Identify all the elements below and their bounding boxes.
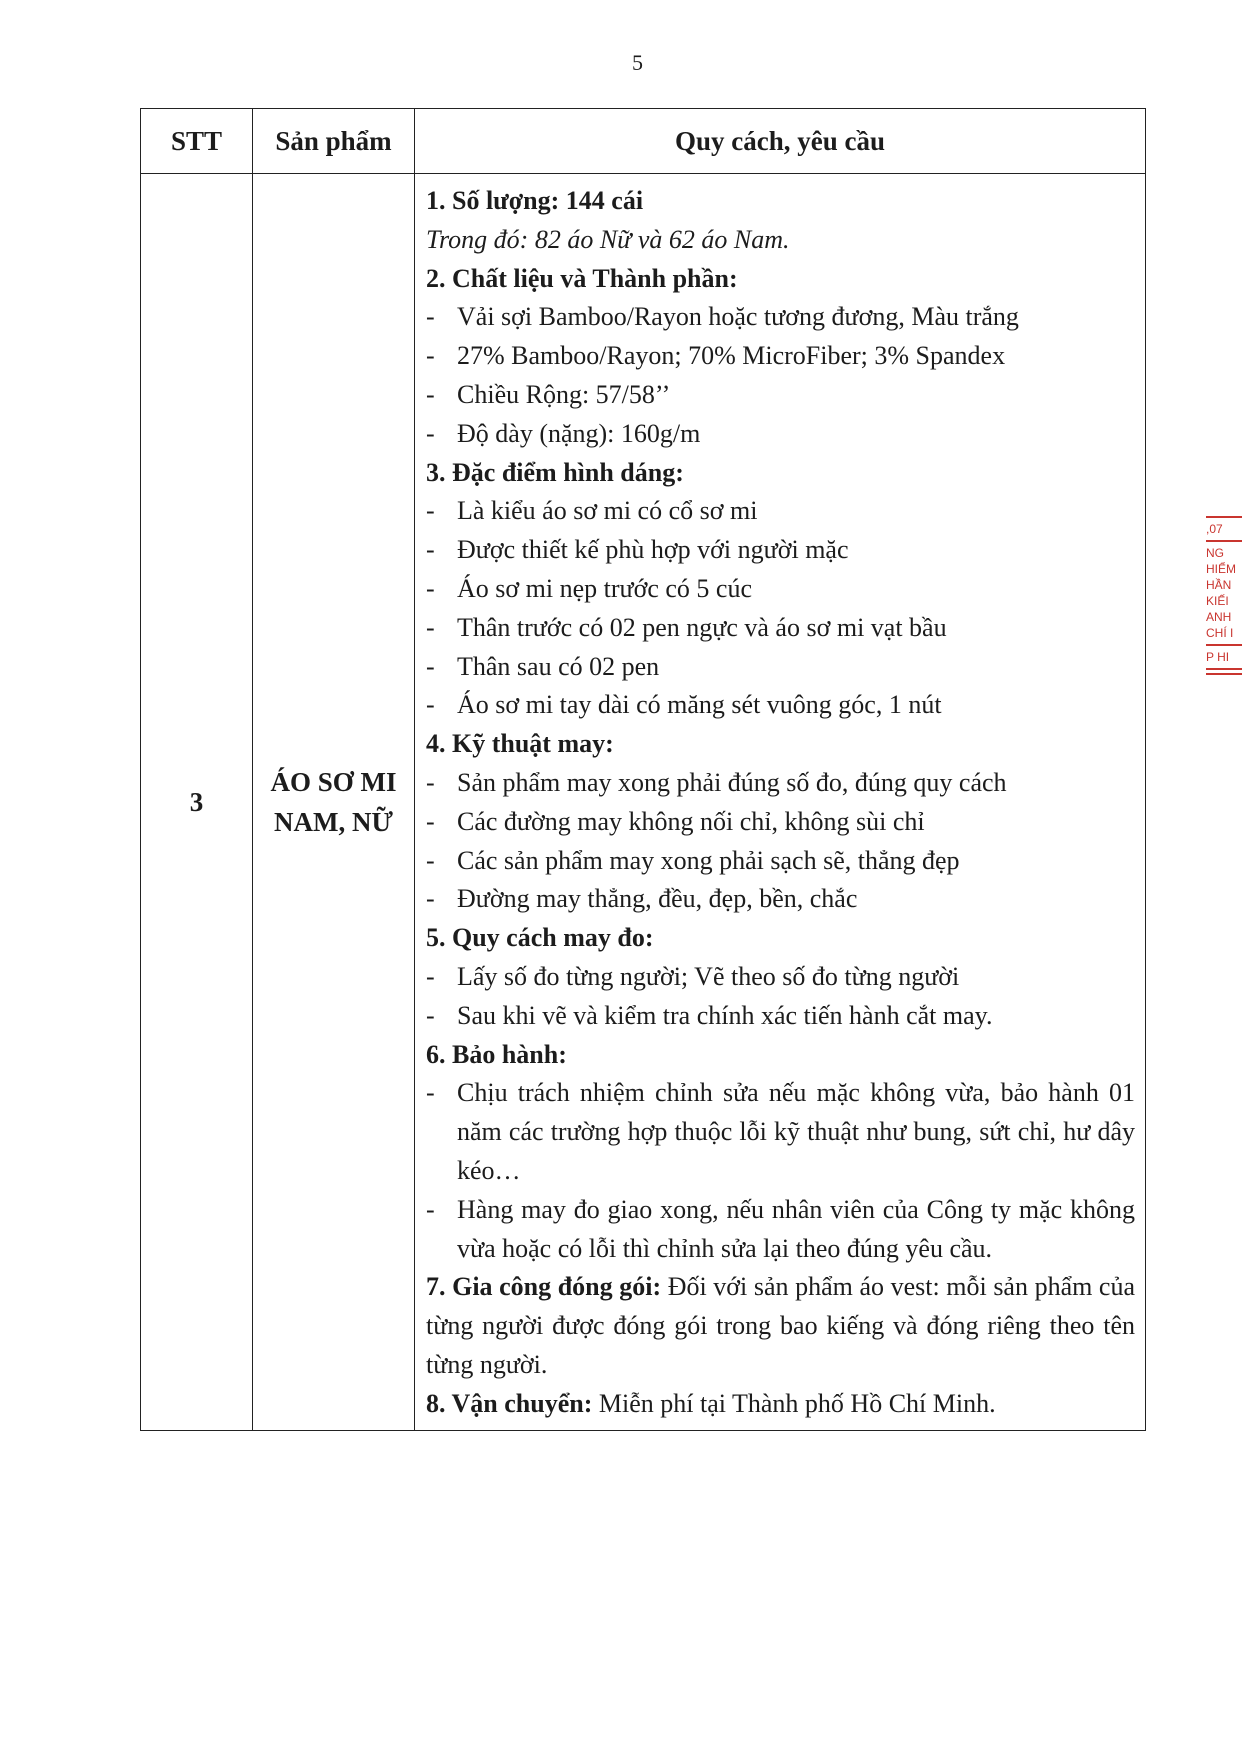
list-item: - Được thiết kế phù hợp với người mặc bbox=[426, 535, 849, 565]
header-requirements: Quy cách, yêu cầu bbox=[415, 109, 1146, 174]
shipping-paragraph bbox=[426, 1385, 1135, 1424]
list-item: - Thân sau có 02 pen bbox=[426, 651, 660, 681]
quantity-detail: Trong đó: 82 áo Nữ và 62 áo Nam. bbox=[426, 224, 790, 254]
list-item: - Hàng may đo giao xong, nếu nhân viên của Công ty mặc không vừa hoặc có lỗi thì chỉnh sửa lại theo đúng yêu cầu. bbox=[426, 1194, 1135, 1263]
row-requirements bbox=[415, 174, 1146, 1431]
section-heading: 2. Chất liệu và Thành phần: bbox=[426, 263, 738, 293]
list-item: - Thân trước có 02 pen ngực và áo sơ mi vạt bầu bbox=[426, 612, 947, 642]
list-item: - Áo sơ mi nẹp trước có 5 cúc bbox=[426, 573, 753, 603]
quantity-heading: 1. Số lượng: 144 cái bbox=[426, 186, 644, 215]
spec-table bbox=[140, 108, 1146, 1431]
packaging-text: Đối với sản phẩm áo vest: mỗi sản phẩm của từng người được đóng gói trong bao kiếng và đóng riêng theo tên từng người. bbox=[426, 1272, 1135, 1379]
red-stamp-fragment bbox=[1206, 513, 1242, 678]
shipping-label: 8. Vận chuyển: bbox=[426, 1388, 593, 1418]
stamp-text: ,07 bbox=[1206, 522, 1223, 536]
packaging-paragraph bbox=[426, 1268, 1135, 1384]
table-header-row bbox=[141, 109, 1146, 174]
stamp-text: HIỂM bbox=[1206, 562, 1236, 576]
list-item: - Đường may thẳng, đều, đẹp, bền, chắc bbox=[426, 884, 858, 914]
stamp-text: HẦN bbox=[1206, 578, 1232, 592]
list-item: - Sản phẩm may xong phải đúng số đo, đúng quy cách bbox=[426, 767, 1007, 797]
list-item: - Chịu trách nhiệm chỉnh sửa nếu mặc không vừa, bảo hành 01 năm các trường hợp thuộc lỗi kỹ thuật như bung, sứt chỉ, hư dây kéo… bbox=[426, 1078, 1135, 1185]
stamp-text: CHÍ I bbox=[1206, 626, 1234, 640]
page-number: 5 bbox=[632, 50, 643, 75]
list-item: - Vải sợi Bamboo/Rayon hoặc tương đương, Màu trắng bbox=[426, 302, 1019, 332]
list-item: - Sau khi vẽ và kiểm tra chính xác tiến hành cắt may. bbox=[426, 1000, 993, 1030]
list-item: - Chiều Rộng: 57/58’’ bbox=[426, 379, 671, 409]
header-stt: STT bbox=[141, 109, 253, 174]
table-row bbox=[141, 174, 1146, 1431]
row-product bbox=[253, 174, 415, 1431]
section-heading: 5. Quy cách may đo: bbox=[426, 923, 654, 953]
shipping-text: Miễn phí tại Thành phố Hồ Chí Minh. bbox=[598, 1388, 996, 1418]
stamp-text: NG bbox=[1206, 546, 1224, 560]
section-heading: 6. Bảo hành: bbox=[426, 1039, 567, 1069]
list-item: - Áo sơ mi tay dài có măng sét vuông góc, 1 nút bbox=[426, 690, 942, 720]
row-stt: 3 bbox=[141, 174, 253, 1431]
section-heading: 4. Kỹ thuật may: bbox=[426, 729, 614, 759]
product-name-line1: ÁO SƠ MI bbox=[270, 766, 397, 797]
packaging-label: 7. Gia công đóng gói: bbox=[426, 1272, 662, 1302]
list-item: - Độ dày (nặng): 160g/m bbox=[426, 418, 701, 448]
product-name-line2: NAM, NỮ bbox=[274, 806, 393, 837]
list-item: - Lấy số đo từng người; Vẽ theo số đo từng người bbox=[426, 961, 960, 991]
section-heading: 3. Đặc điểm hình dáng: bbox=[426, 457, 684, 487]
stamp-text: P HI bbox=[1206, 650, 1230, 664]
list-item: - Là kiểu áo sơ mi có cổ sơ mi bbox=[426, 496, 758, 526]
list-item: - Các đường may không nối chỉ, không sùi chỉ bbox=[426, 806, 925, 836]
list-item: - Các sản phẩm may xong phải sạch sẽ, thẳng đẹp bbox=[426, 845, 960, 875]
stamp-text: ANH bbox=[1206, 610, 1232, 624]
header-product: Sản phẩm bbox=[253, 109, 415, 174]
stamp-text: KIẾI bbox=[1206, 594, 1229, 608]
list-item: - 27% Bamboo/Rayon; 70% MicroFiber; 3% Spandex bbox=[426, 341, 1006, 371]
